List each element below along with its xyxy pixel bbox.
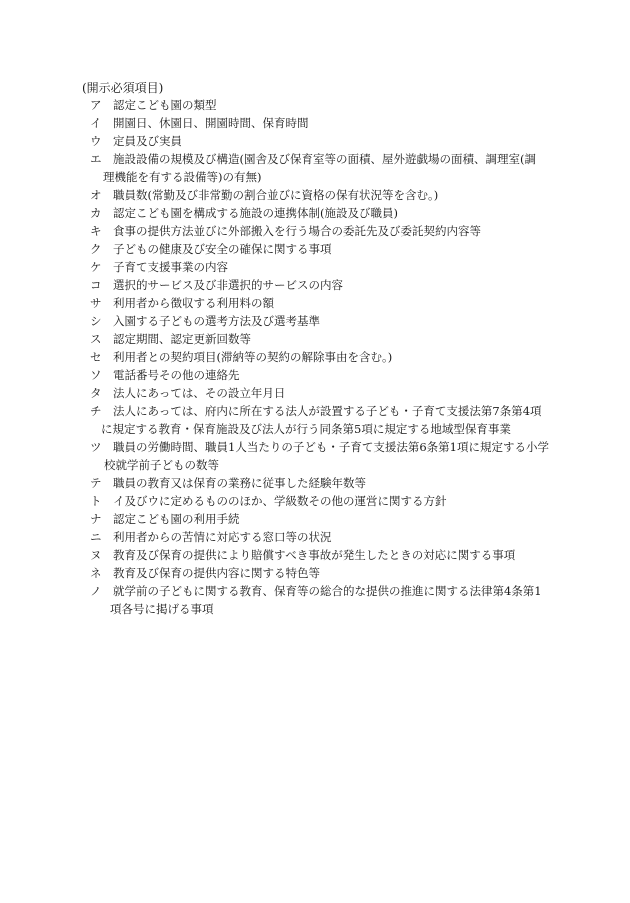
item-continuation-text: 項各号に掲げる事項: [110, 602, 214, 616]
item-text: 認定期間、認定更新回数等: [113, 332, 251, 346]
item-line: [0, 475, 630, 493]
item-line: [0, 115, 630, 133]
item-line: [0, 529, 630, 547]
item-text: 職員の労働時間、職員1人当たりの子ども・子育て支援法第6条第1項に規定する小学: [113, 440, 549, 454]
item-text: 電話番号その他の連絡先: [113, 368, 240, 382]
item-text: 開園日、休園日、開園時間、保育時間: [113, 116, 309, 130]
list-item: [0, 151, 630, 187]
item-text: 食事の提供方法並びに外部搬入を行う場合の委託先及び委託契約内容等: [113, 224, 481, 238]
list-item: [0, 547, 630, 565]
item-text: 入園する子どもの選考方法及び選考基準: [113, 314, 320, 328]
list-item: [0, 97, 630, 115]
item-text: 就学前の子どもに関する教育、保育等の総合的な提供の推進に関する法律第4条第1: [113, 584, 542, 598]
item-text: 職員数(常勤及び非常勤の割合並びに資格の保有状況等を含む。): [113, 188, 439, 202]
item-line: [0, 493, 630, 511]
item-line: [0, 565, 630, 583]
list-item: [0, 241, 630, 259]
item-text: 職員の教育又は保育の業務に従事した経験年数等: [113, 476, 366, 490]
item-text: 法人にあっては、府内に所在する法人が設置する子ども・子育て支援法第7条第4項: [113, 404, 542, 418]
item-marker: ク: [90, 242, 102, 256]
item-marker: ア: [90, 98, 102, 112]
item-line: [0, 331, 630, 349]
item-marker: カ: [90, 206, 102, 220]
list-item: [0, 565, 630, 583]
item-text: 認定こども園を構成する施設の連携体制(施設及び職員): [113, 206, 398, 220]
item-line: [0, 385, 630, 403]
item-text: 定員及び実員: [113, 134, 182, 148]
list-item: [0, 511, 630, 529]
item-line: [0, 151, 630, 169]
item-marker: エ: [90, 152, 102, 166]
item-line: [0, 313, 630, 331]
list-item: [0, 205, 630, 223]
list-item: [0, 313, 630, 331]
list-item: [0, 367, 630, 385]
list-item: [0, 187, 630, 205]
item-marker: ウ: [90, 134, 102, 148]
item-marker: シ: [90, 314, 102, 328]
item-continuation-line: [0, 601, 630, 619]
list-item: [0, 259, 630, 277]
item-marker: ニ: [90, 530, 102, 544]
item-text: 利用者からの苦情に対応する窓口等の状況: [113, 530, 332, 544]
item-line: [0, 403, 630, 421]
item-line: [0, 511, 630, 529]
item-line: [0, 439, 630, 457]
item-marker: キ: [90, 224, 102, 238]
item-marker: ノ: [90, 584, 102, 598]
list-item: [0, 493, 630, 511]
item-line: [0, 97, 630, 115]
item-line: [0, 259, 630, 277]
item-marker: オ: [90, 188, 102, 202]
item-text: 法人にあっては、その設立年月日: [113, 386, 286, 400]
item-line: [0, 367, 630, 385]
item-line: [0, 547, 630, 565]
item-line: [0, 277, 630, 295]
item-line: [0, 295, 630, 313]
item-marker: ト: [90, 494, 102, 508]
list-item: [0, 115, 630, 133]
item-text: 選択的サービス及び非選択的サービスの内容: [113, 278, 343, 292]
item-text: 施設設備の規模及び構造(園舎及び保育室等の面積、屋外遊戯場の面積、調理室(調: [113, 152, 536, 166]
item-marker: ツ: [90, 440, 102, 454]
item-line: [0, 133, 630, 151]
item-marker: テ: [90, 476, 102, 490]
item-text: 教育及び保育の提供内容に関する特色等: [113, 566, 320, 580]
item-marker: セ: [90, 350, 102, 364]
item-continuation-line: [0, 457, 630, 475]
item-marker: ス: [90, 332, 102, 346]
item-text: 子どもの健康及び安全の確保に関する事項: [113, 242, 332, 256]
item-continuation-text: 校就学前子どもの数等: [104, 458, 219, 472]
list-item: [0, 331, 630, 349]
list-item: [0, 403, 630, 439]
item-continuation-text: 理機能を有する設備等)の有無): [103, 170, 262, 184]
item-marker: タ: [90, 386, 102, 400]
list-item: [0, 529, 630, 547]
item-continuation-text: に規定する教育・保育施設及び法人が行う同条第5項に規定する地域型保育事業: [101, 422, 511, 436]
item-marker: ネ: [90, 566, 102, 580]
item-text: 子育て支援事業の内容: [113, 260, 228, 274]
item-marker: チ: [90, 404, 102, 418]
item-text: 利用者から徴収する利用料の額: [113, 296, 274, 310]
list-item: [0, 277, 630, 295]
item-marker: サ: [90, 296, 102, 310]
item-marker: コ: [90, 278, 102, 292]
item-marker: イ: [90, 116, 102, 130]
list-item: [0, 583, 630, 619]
item-line: [0, 241, 630, 259]
item-line: [0, 205, 630, 223]
item-text: 認定こども園の利用手続: [113, 512, 240, 526]
item-line: [0, 583, 630, 601]
item-line: [0, 223, 630, 241]
list-item: [0, 475, 630, 493]
item-marker: ソ: [90, 368, 102, 382]
item-text: 利用者との契約項目(滞納等の契約の解除事由を含む。): [113, 350, 393, 364]
list-item: [0, 385, 630, 403]
list-item: [0, 223, 630, 241]
list-item: [0, 133, 630, 151]
item-marker: ヌ: [90, 548, 102, 562]
item-marker: ケ: [90, 260, 102, 274]
section-heading: (開示必須項目): [82, 81, 164, 95]
list-item: [0, 439, 630, 475]
list-item: [0, 349, 630, 367]
item-line: [0, 349, 630, 367]
disclosure-item-list: [0, 97, 630, 619]
item-text: 教育及び保育の提供により賠償すべき事故が発生したときの対応に関する事項: [113, 548, 516, 562]
item-line: [0, 187, 630, 205]
list-item: [0, 295, 630, 313]
item-text: イ及びウに定めるもののほか、学級数その他の運営に関する方針: [113, 494, 447, 508]
item-continuation-line: [0, 421, 630, 439]
item-continuation-line: [0, 169, 630, 187]
item-marker: ナ: [90, 512, 102, 526]
item-text: 認定こども園の類型: [113, 98, 217, 112]
